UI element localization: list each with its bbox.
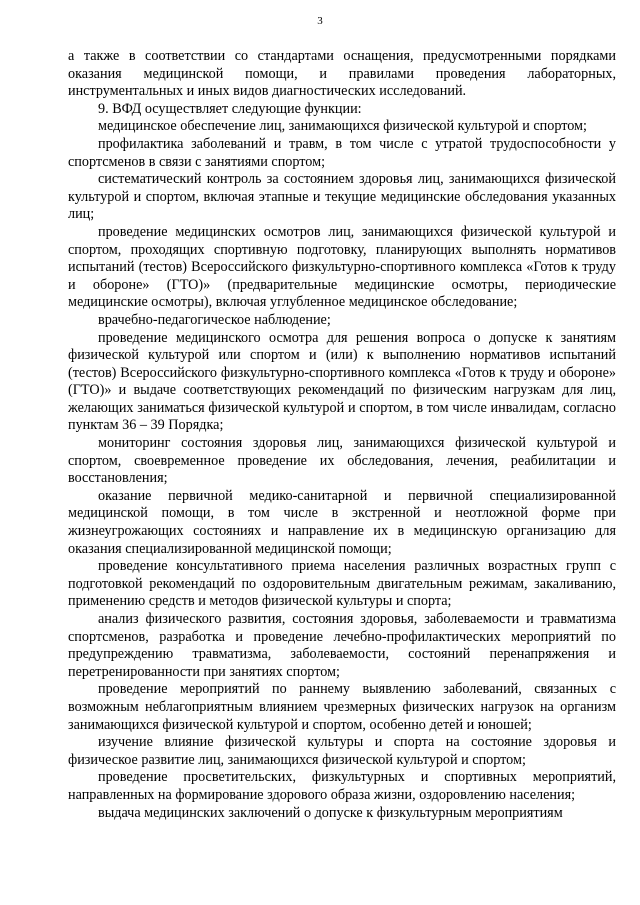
paragraph: проведение консультативного приема населения различных возрастных групп с подготовкой рекомендаций по оздоровительным двигательным режимам, закаливанию, применению средств и методов физической культуры и спорта; <box>68 558 616 610</box>
paragraph: профилактика заболеваний и травм, в том числе с утратой трудоспособности у спортсменов в связи с занятиями спортом; <box>68 135 616 170</box>
paragraph: проведение мероприятий по раннему выявлению заболеваний, связанных с возможным неблагоприятным влиянием чрезмерных физических нагрузок на организм занимающихся физической культурой и спортом, особенно детей и юношей; <box>68 681 616 733</box>
paragraph: систематический контроль за состоянием здоровья лиц, занимающихся физической культурой и спортом, включая этапные и текущие медицинские обследования указанных лиц; <box>68 171 616 223</box>
paragraph: выдача медицинских заключений о допуске к физкультурным мероприятиям <box>98 804 563 821</box>
paragraph: изучение влияние физической культуры и спорта на состояние здоровья и физическое развитие лиц, занимающихся физической культурой и спортом; <box>68 734 616 768</box>
document-body <box>68 48 616 822</box>
paragraph: проведение медицинских осмотров лиц, занимающихся физической культурой и спортом, проходящих спортивную подготовку, планирующих выполнять нормативов испытаний (тестов) Всероссийского физкультурно-спортивного комплекса «Готов к труду и обороне» (ГТО)» (предварительные медицинские осмотры, периодические медицинские осмотры), включая углубленное медицинское обследование; <box>68 223 616 311</box>
paragraph: проведение медицинского осмотра для решения вопроса о допуске к занятиям физической культурой или спортом и (или) к выполнению нормативов испытаний (тестов) Всероссийского физкультурно-спортивного комплекса «Готов к труду и обороне» (ГТО)» и выдаче соответствующих рекомендаций по физическим нагрузкам для лиц, желающих заниматься физической культурой и спортом, в том числе инвалидам, согласно пунктам 36 – 39 Порядка; <box>68 329 616 434</box>
paragraph: проведение просветительских, физкультурных и спортивных мероприятий, направленных на формирование здорового образа жизни, оздоровлению населения; <box>68 769 616 803</box>
paragraph: анализ физического развития, состояния здоровья, заболеваемости и травматизма спортсменов, разработка и проведение лечебно-профилактических мероприятий по предупреждению травматизма, заболеваемости, состояний перенапряжения и перетренированности при занятиях спортом; <box>68 611 616 680</box>
paragraph: оказание первичной медико-санитарной и первичной специализированной медицинской помощи, в том числе в экстренной и неотложной форме при жизнеугрожающих состояниях и направление их в медицинскую организацию для оказания специализированной медицинской помощи; <box>68 487 616 557</box>
page-number: 3 <box>317 15 323 27</box>
paragraph: 9. ВФД осуществляет следующие функции: <box>98 100 362 117</box>
paragraph: медицинское обеспечение лиц, занимающихся физической культурой и спортом; <box>98 118 587 135</box>
paragraph: а также в соответствии со стандартами оснащения, предусмотренными порядками оказания медицинской помощи, и правилами проведения лабораторных, инструментальных и иных видов диагностических исследований. <box>68 48 616 100</box>
paragraph: врачебно-педагогическое наблюдение; <box>98 311 331 328</box>
paragraph: мониторинг состояния здоровья лиц, занимающихся физической культурой и спортом, своевременное проведение их обследования, лечения, реабилитации и восстановления; <box>68 435 616 487</box>
